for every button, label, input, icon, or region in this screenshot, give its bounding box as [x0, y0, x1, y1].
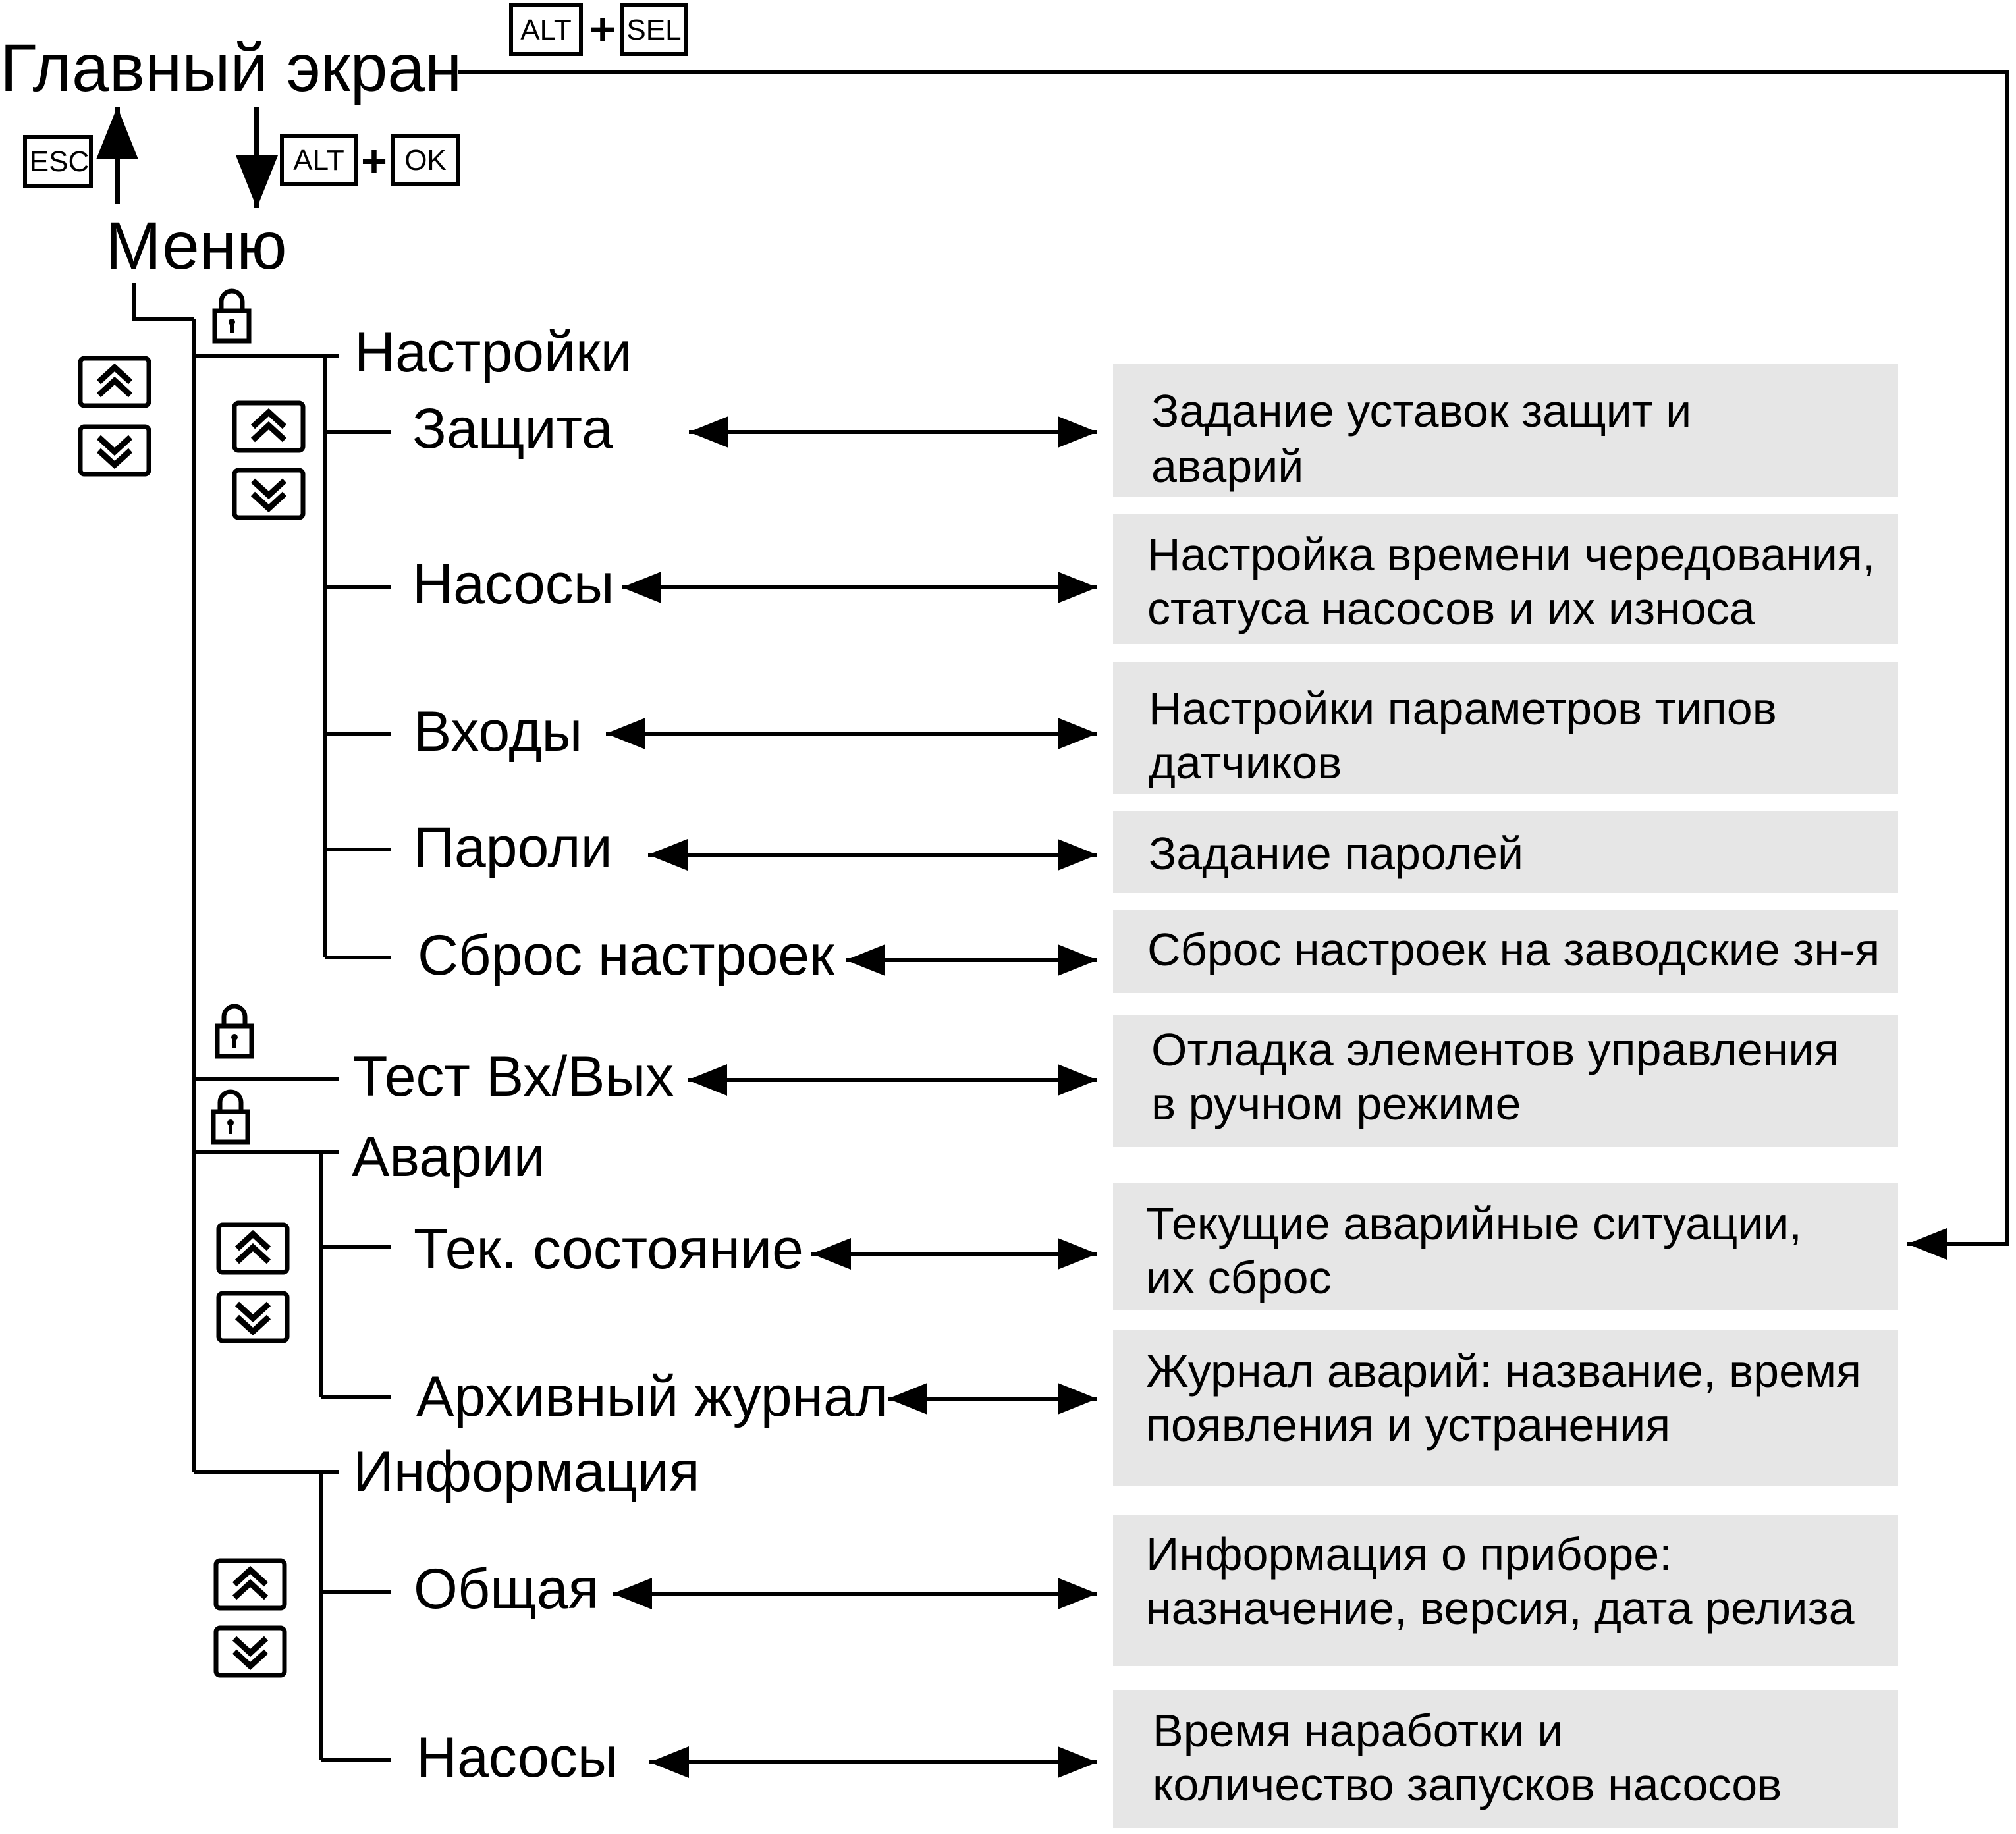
menu-item-test-io: Тест Вх/Вых — [353, 1045, 674, 1108]
menu-item-archive-log: Архивный журнал — [416, 1365, 888, 1428]
description-text: количество запусков насосов — [1153, 1759, 1782, 1810]
alarms-title: Аварии — [352, 1125, 545, 1189]
alt-key-2-label: ALT — [293, 144, 344, 176]
description-text: Текущие аварийные ситуации, — [1146, 1198, 1802, 1249]
plus-sign: + — [589, 5, 616, 55]
ok-key-label: OK — [404, 144, 447, 176]
description-text: Настройка времени чередования, — [1147, 529, 1876, 580]
description-text: Задание уставок защит и — [1151, 385, 1692, 437]
scroll-down-icon — [234, 470, 303, 518]
scroll-up-icon — [219, 1225, 287, 1272]
description-text: Задание паролей — [1149, 828, 1524, 879]
description-text: Время наработки и — [1153, 1705, 1564, 1756]
ok-key — [393, 136, 458, 184]
description-text: датчиков — [1149, 737, 1342, 788]
menu-item-current-state: Тек. состояние — [414, 1218, 804, 1281]
description-text: Журнал аварий: название, время — [1146, 1345, 1862, 1397]
scroll-up-icon — [234, 403, 303, 450]
alt-key-label: ALT — [520, 14, 572, 46]
esc-key — [25, 137, 91, 186]
menu-item-reset: Сброс настроек — [418, 924, 834, 987]
description-text: Отладка элементов управления — [1151, 1024, 1839, 1075]
scroll-up-icon — [80, 358, 149, 406]
info-title: Информация — [353, 1440, 700, 1503]
menu-item-pumps-info: Насосы — [416, 1726, 618, 1789]
description-text: их сброс — [1146, 1252, 1332, 1303]
menu-item-protection: Защита — [412, 397, 613, 460]
lock-icon — [215, 291, 249, 341]
description-text: назначение, версия, дата релиза — [1146, 1582, 1855, 1634]
menu-item-passwords: Пароли — [414, 816, 613, 879]
description-text: в ручном режиме — [1151, 1078, 1521, 1129]
alt-key — [511, 5, 581, 54]
lock-icon — [213, 1092, 248, 1142]
scroll-up-icon — [216, 1561, 285, 1608]
alt-key-2 — [282, 136, 356, 184]
scroll-down-icon — [80, 427, 149, 474]
esc-key-label: ESC — [29, 146, 90, 178]
description-text: статуса насосов и их износа — [1147, 583, 1755, 634]
menu-item-pumps: Насосы — [412, 553, 614, 616]
description-text: Сброс настроек на заводские зн-я — [1147, 924, 1880, 975]
settings-title: Настройки — [354, 321, 632, 384]
description-text: аварий — [1151, 441, 1304, 492]
sel-key-label: SEL — [626, 14, 682, 46]
lock-icon — [217, 1006, 252, 1056]
menu-item-general: Общая — [414, 1557, 599, 1621]
main-screen-title: Главный экран — [0, 30, 462, 105]
menu-title: Меню — [105, 208, 287, 283]
plus-sign-2: + — [361, 136, 387, 186]
sel-key — [622, 5, 686, 54]
scroll-down-icon — [216, 1628, 285, 1675]
description-text: Информация о приборе: — [1146, 1528, 1672, 1580]
description-text: Настройки параметров типов — [1149, 683, 1777, 734]
description-text: появления и устранения — [1146, 1399, 1671, 1451]
menu-item-inputs: Входы — [414, 700, 583, 763]
scroll-down-icon — [219, 1293, 287, 1341]
